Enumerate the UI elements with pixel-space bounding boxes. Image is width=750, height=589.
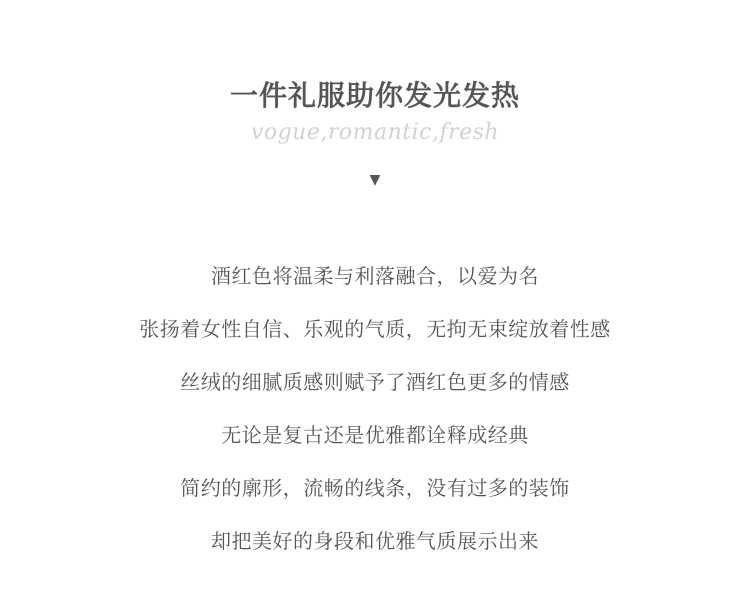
description-text <box>0 258 750 576</box>
text-line: 酒红色将温柔与利落融合，以爱为名 <box>211 264 539 288</box>
page-subtitle: vogue,romantic,fresh <box>250 120 500 145</box>
text-line: 无论是复古还是优雅都诠释成经典 <box>221 423 529 447</box>
text-line: 丝绒的细腻质感则赋予了酒红色更多的情感 <box>180 370 570 394</box>
triangle-down-icon: ▼ <box>369 172 381 188</box>
page-title: 一件礼服助你发光发热 <box>229 79 520 112</box>
text-line: 张扬着女性自信、乐观的气质，无拘无束绽放着性感 <box>139 317 611 341</box>
text-line: 简约的廓形，流畅的线条，没有过多的装饰 <box>180 476 570 500</box>
text-line: 却把美好的身段和优雅气质展示出来 <box>211 529 539 553</box>
